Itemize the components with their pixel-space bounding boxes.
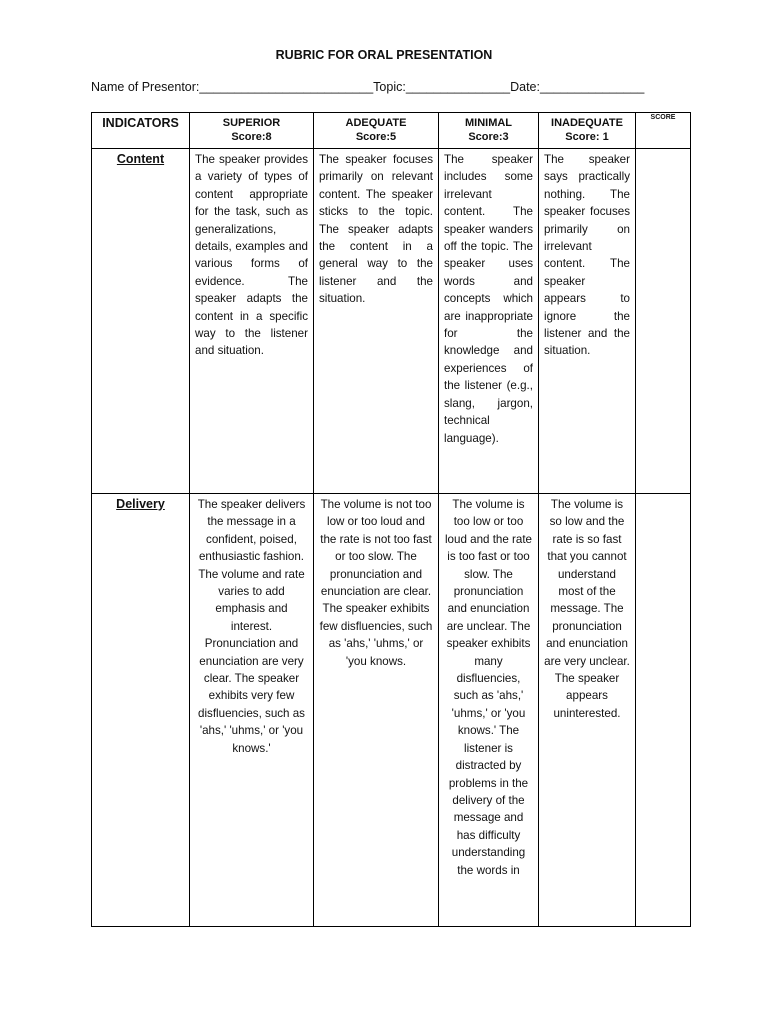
name-topic-date-line: Name of Presentor:_________________________Topic:_______________Date:_______________ [91,80,645,94]
header-adequate [314,113,439,149]
row-label-delivery: Delivery [92,494,190,927]
header-inadequate [539,113,636,149]
header-adequate-label: ADEQUATE [345,117,407,129]
delivery-adequate-cell: The volume is not too low or too loud and the rate is not too fast or too slow. The pronunciation and enunciation are clear. The speaker exhibits few disfluencies, such as 'ahs,' 'uhms,' or 'you knows. [314,494,439,927]
header-minimal-label: MINIMAL [464,117,513,129]
header-superior-label: SUPERIOR [222,117,281,129]
content-inadequate-cell: The speaker says practically nothing. The speaker focuses primarily on irrelevant content. The speaker appears to ignore the listener and the situation. [539,149,636,494]
delivery-score-cell[interactable] [636,494,691,927]
header-score: SCORE [636,113,691,149]
content-adequate-cell: The speaker focuses primarily on relevant content. The speaker sticks to the topic. The speaker adapts the content in a general way to the listener and the situation. [314,149,439,494]
content-minimal-cell: The speaker includes some irrelevant content. The speaker wanders off the topic. The speaker uses words and concepts which are inappropriate for the knowledge and experiences of the listener (e.g., slang, jargon, technical language). [439,149,539,494]
header-minimal [439,113,539,149]
header-inadequate-score: Score: 1 [565,131,609,143]
delivery-row [92,494,691,927]
content-row [92,149,691,494]
delivery-minimal-cell: The volume is too low or too loud and the rate is too fast or too slow. The pronunciation and enunciation are unclear. The speaker exhibits many disfluencies, such as 'ahs,' 'uhms,' or 'you knows.' The listener is distracted by problems in the delivery of the message and has difficulty understanding the words in [439,494,539,927]
delivery-inadequate-cell: The volume is so low and the rate is so fast that you cannot understand most of the message. The pronunciation and enunciation are very unclear. The speaker appears uninterested. [539,494,636,927]
header-inadequate-label: INADEQUATE [551,117,623,129]
rubric-table [91,112,691,927]
header-adequate-score: Score:5 [355,131,397,143]
header-indicators: INDICATORS [92,113,190,149]
row-label-content: Content [92,149,190,494]
content-superior-cell: The speaker provides a variety of types of content appropriate for the task, such as generalizations, details, examples and various forms of evidence. The speaker adapts the content in a specific way to the listener and situation. [190,149,314,494]
header-superior [190,113,314,149]
header-minimal-score: Score:3 [468,131,509,143]
delivery-superior-cell: The speaker delivers the message in a confident, poised, enthusiastic fashion. The volume and rate varies to add emphasis and interest. Pronunciation and enunciation are very clear. The speaker exhibits very few disfluencies, such as 'ahs,' 'uhms,' or 'you knows.' [190,494,314,927]
document-title: RUBRIC FOR ORAL PRESENTATION [275,48,493,62]
header-superior-score: Score:8 [231,131,272,143]
content-score-cell[interactable] [636,149,691,494]
header-row [92,113,691,149]
